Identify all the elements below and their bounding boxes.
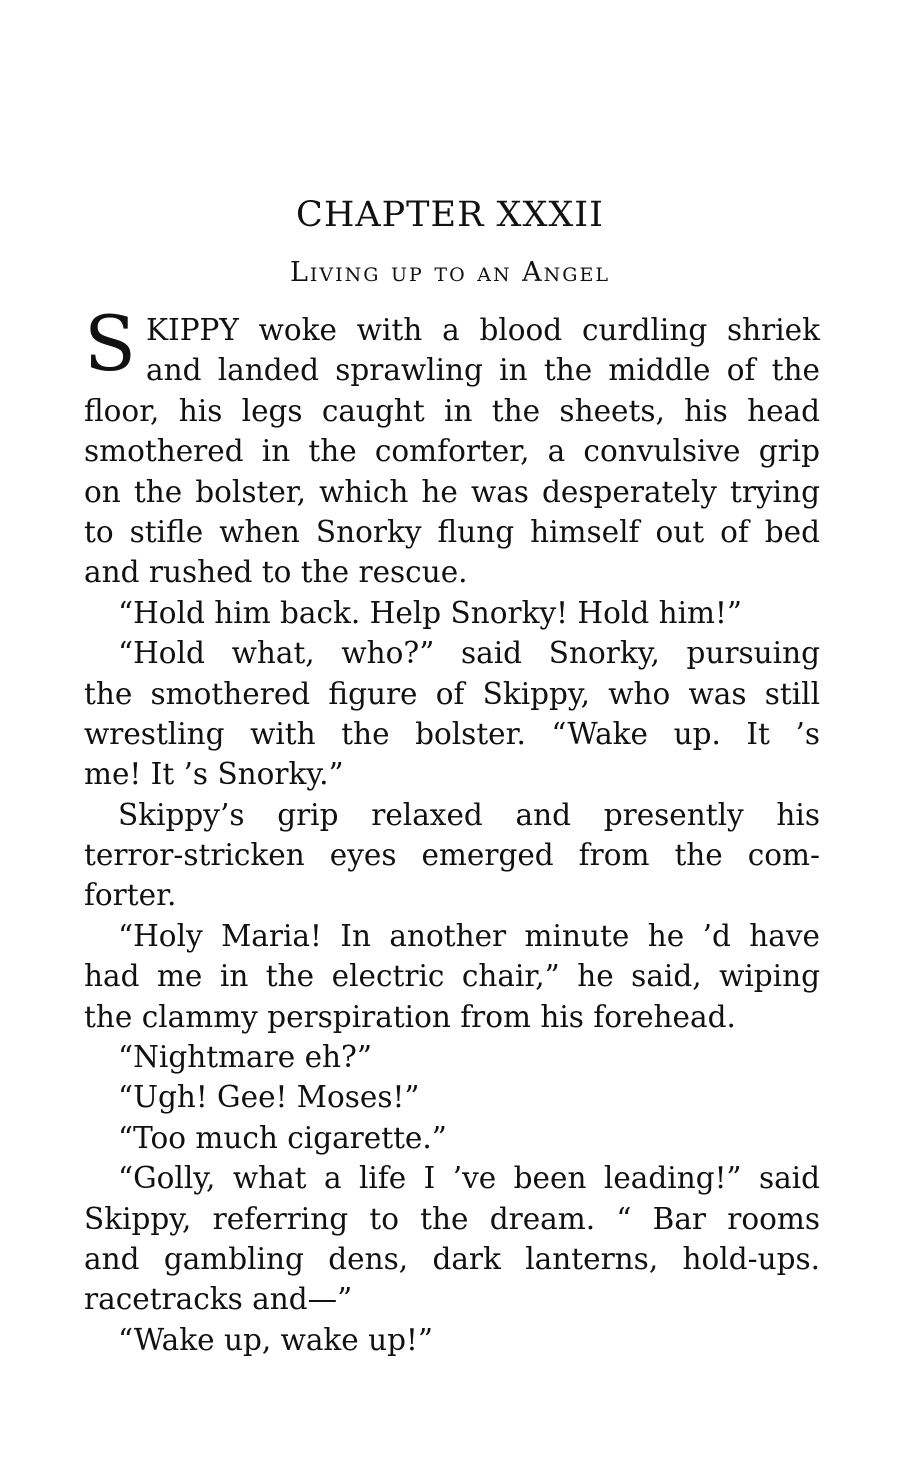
text-line: and gambling dens, dark lanterns, hold-ups.	[84, 1241, 820, 1276]
text-line: “Hold him back. Help Snorky! Hold him!”	[118, 595, 742, 630]
text-line: Skippy’s grip relaxed and presently his	[118, 797, 820, 832]
text-line: “Too much cigarette.”	[118, 1120, 447, 1155]
chapter-body	[84, 299, 820, 1360]
text-line: and rushed to the rescue.	[84, 555, 468, 590]
chapter-number: CHAPTER XXXII	[296, 195, 604, 235]
chapter-title: Living up to an Angel	[290, 257, 610, 288]
text-line: wrestling with the bolster. “Wake up. It ’s	[84, 716, 820, 751]
text-line: “Nightmare eh?”	[118, 1040, 372, 1075]
text-line: “Hold what, who?” said Snorky, pursuing	[118, 636, 820, 671]
text-line: “Golly, what a life I ’ve been leading!” said	[118, 1161, 820, 1196]
text-line: floor, his legs caught in the sheets, his head	[84, 393, 820, 428]
text-line: had me in the electric chair,” he said, wiping	[84, 959, 820, 994]
text-line: “Wake up, wake up!”	[118, 1322, 433, 1357]
text-line: terror-stricken eyes emerged from the com-	[84, 838, 820, 873]
drop-cap: S	[84, 299, 137, 388]
text-line: on the bolster, which he was desperately trying	[84, 474, 820, 509]
text-line: smothered in the comforter, a convulsive grip	[84, 434, 820, 469]
text-line: and landed sprawling in the middle of the	[146, 353, 820, 388]
text-line: the clammy perspiration from his forehead.	[84, 999, 736, 1034]
text-line: the smothered figure of Skippy, who was still	[84, 676, 820, 711]
text-line: “Ugh! Gee! Moses!”	[118, 1080, 420, 1115]
text-line: me! It ’s Snorky.”	[84, 757, 344, 792]
text-line: racetracks and—”	[84, 1282, 353, 1317]
text-line: forter.	[84, 878, 177, 913]
text-line: to stifle when Snorky flung himself out of bed	[84, 514, 820, 549]
text-line: “Holy Maria! In another minute he ’d have	[118, 918, 820, 953]
line-text: KIPPY woke with a blood curdling shriek	[146, 313, 820, 347]
text-line: Skippy, referring to the dream. “ Bar rooms	[84, 1201, 820, 1236]
